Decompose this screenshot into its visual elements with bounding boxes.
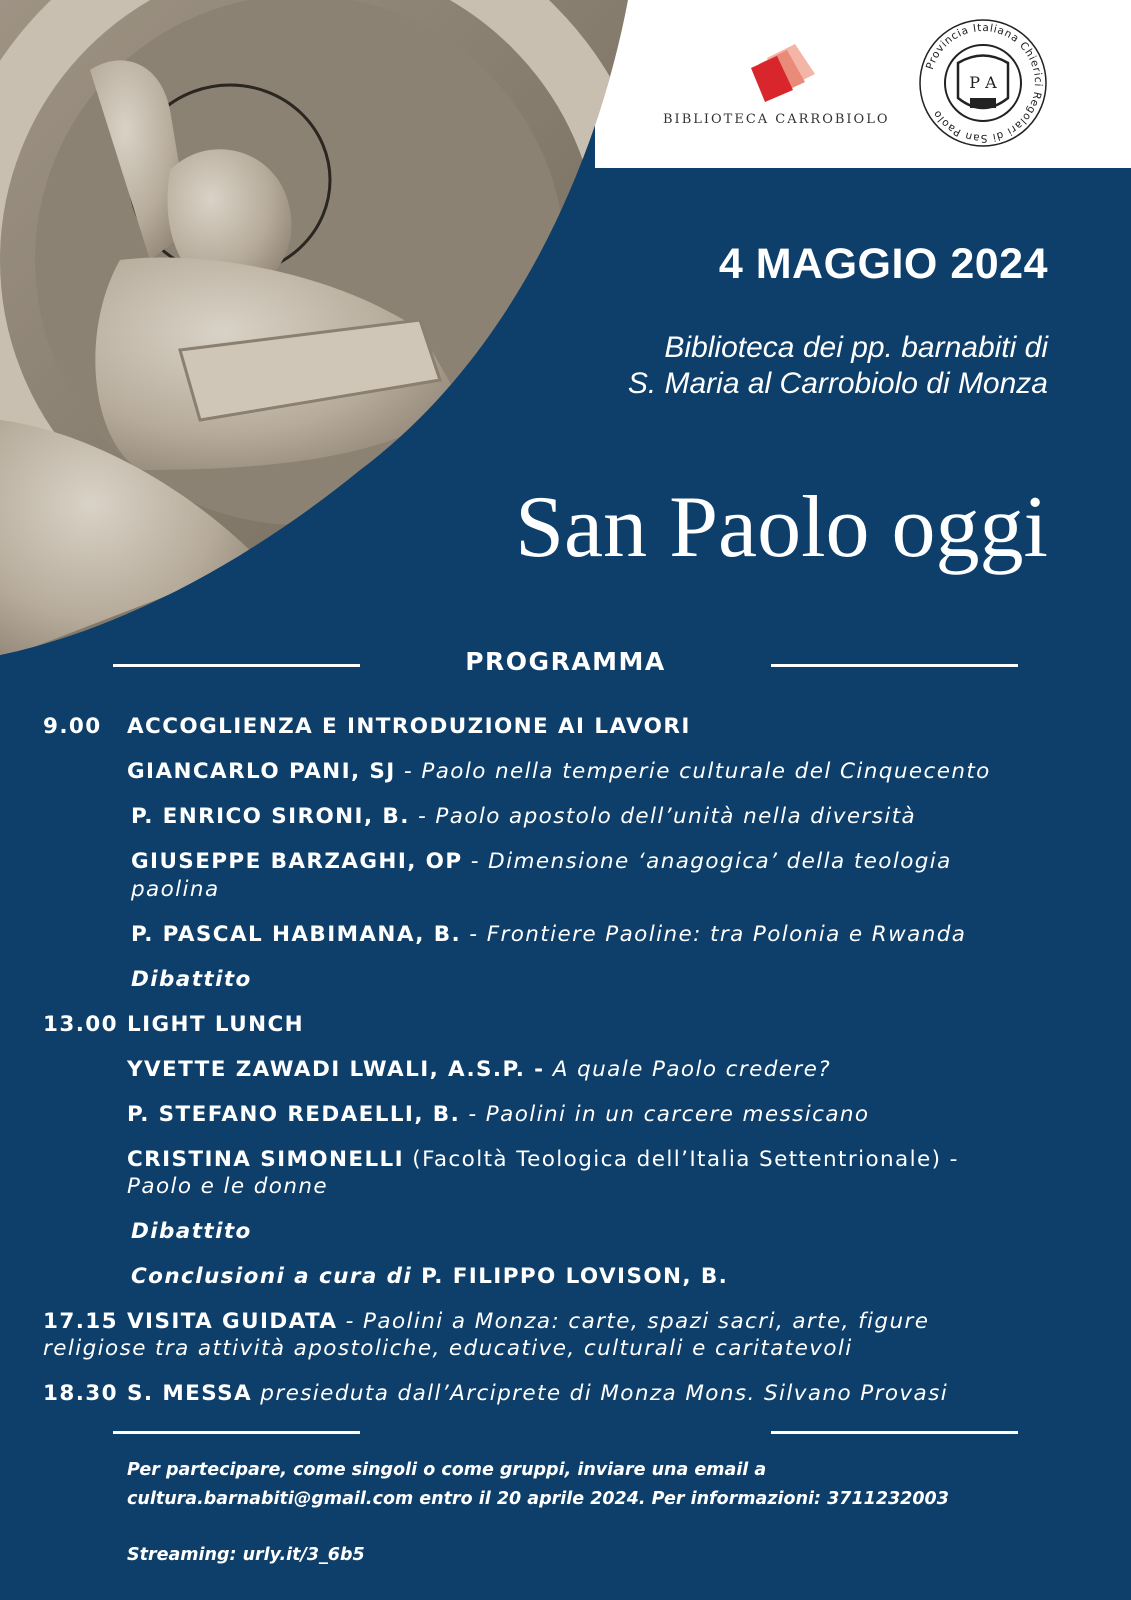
talk-title: - Frontiere Paoline: tra Polonia e Rwanda xyxy=(461,922,967,947)
schedule-row-s4 xyxy=(43,1380,948,1408)
seal-monogram: P A xyxy=(969,73,997,92)
talk-title: - Paolo nella temperie culturale del Cinquecento xyxy=(395,759,991,784)
talk-row-5 xyxy=(127,1056,831,1084)
speaker-name: CRISTINA SIMONELLI xyxy=(127,1147,405,1172)
speaker-name: P. ENRICO SIRONI, B. xyxy=(131,804,410,829)
talk-title: - Dimensione ‘anagogica’ della teologia xyxy=(462,849,952,874)
talk-row-4 xyxy=(131,921,966,949)
speaker-affiliation: (Facoltà Teologica dell’Italia Settentrionale) - xyxy=(404,1147,959,1172)
divider-right xyxy=(771,664,1018,667)
schedule-row-s1 xyxy=(43,713,691,741)
event-venue xyxy=(628,330,1048,402)
talk-row-7 xyxy=(127,1146,959,1174)
event-title: San Paolo oggi xyxy=(515,479,1048,576)
venue-line-1: Biblioteca dei pp. barnabiti di xyxy=(664,331,1048,364)
schedule-time: 17.15 xyxy=(43,1309,119,1334)
dibattito-2 xyxy=(131,1218,252,1246)
schedule-time: 18.30 xyxy=(43,1381,119,1406)
speaker-name: GIANCARLO PANI, SJ xyxy=(127,759,396,784)
conclusioni-speaker: P. FILIPPO LOVISON, B. xyxy=(421,1264,729,1289)
conclusioni-row xyxy=(131,1263,728,1291)
event-date: 4 MAGGIO 2024 xyxy=(718,240,1048,288)
footer-info-line-2: cultura.barnabiti@gmail.com entro il 20 aprile 2024. Per informazioni: 3711232003 xyxy=(127,1489,949,1509)
talk-row-3 xyxy=(131,848,952,876)
programma-heading: PROGRAMMA xyxy=(465,647,666,676)
schedule-row-s2 xyxy=(43,1011,304,1039)
talk-row-1 xyxy=(127,758,991,786)
speaker-name: P. PASCAL HABIMANA, B. xyxy=(131,922,462,947)
provincia-seal-logo xyxy=(918,18,1048,148)
schedule-title: ACCOGLIENZA E INTRODUZIONE AI LAVORI xyxy=(127,714,691,739)
footer-info-line-1: Per partecipare, come singoli o come gruppi, inviare una email a xyxy=(127,1460,767,1480)
schedule-desc: presieduta dall’Arciprete di Monza Mons. Silvano Provasi xyxy=(252,1381,949,1406)
talk-row-2 xyxy=(131,803,916,831)
speaker-name: YVETTE ZAWADI LWALI, A.S.P. - xyxy=(127,1057,545,1082)
talk-title: - Paolo apostolo dell’unità nella diversità xyxy=(409,804,917,829)
biblioteca-carrobiolo-logo xyxy=(655,40,890,135)
schedule-row-s3-cont xyxy=(43,1335,853,1363)
schedule-title: LIGHT LUNCH xyxy=(127,1012,305,1037)
biblioteca-logo-text: BIBLIOTECA CARROBIOLO xyxy=(663,112,890,127)
seal-ring-text: Provincia Italiana Chierici Regolari di San Paolo xyxy=(923,21,1045,145)
schedule-desc: - Paolini a Monza: carte, spazi sacri, arte, figure xyxy=(337,1309,930,1334)
schedule-row-s3 xyxy=(43,1308,929,1336)
conclusioni-prefix: Conclusioni a cura di xyxy=(131,1264,422,1289)
talk-row-6 xyxy=(127,1101,869,1129)
schedule-title: S. MESSA xyxy=(127,1381,253,1406)
footer-divider-left xyxy=(113,1431,360,1434)
talk-row-3-cont xyxy=(131,876,220,904)
book-pages-icon xyxy=(655,40,885,110)
seal-emblem xyxy=(918,18,1048,148)
dibattito-label: Dibattito xyxy=(131,1219,252,1244)
talk-row-7-cont xyxy=(127,1173,328,1201)
dibattito-label: Dibattito xyxy=(131,967,252,992)
streaming-link[interactable]: Streaming: urly.it/3_6b5 xyxy=(127,1545,365,1565)
talk-title: - Paolini in un carcere messicano xyxy=(460,1102,870,1127)
speaker-name: P. STEFANO REDAELLI, B. xyxy=(127,1102,461,1127)
talk-title-cont: paolina xyxy=(131,877,220,902)
dibattito-1 xyxy=(131,966,252,994)
footer-divider-right xyxy=(771,1431,1018,1434)
speaker-name: GIUSEPPE BARZAGHI, OP xyxy=(131,849,463,874)
schedule-time: 13.00 xyxy=(43,1012,119,1037)
schedule-time: 9.00 xyxy=(43,714,102,739)
talk-title-cont: Paolo e le donne xyxy=(127,1174,329,1199)
schedule-title: VISITA GUIDATA xyxy=(127,1309,338,1334)
talk-title: A quale Paolo credere? xyxy=(544,1057,832,1082)
venue-line-2: S. Maria al Carrobiolo di Monza xyxy=(627,367,1048,400)
schedule-desc-cont: religiose tra attività apostoliche, educative, culturali e caritatevoli xyxy=(43,1336,853,1361)
